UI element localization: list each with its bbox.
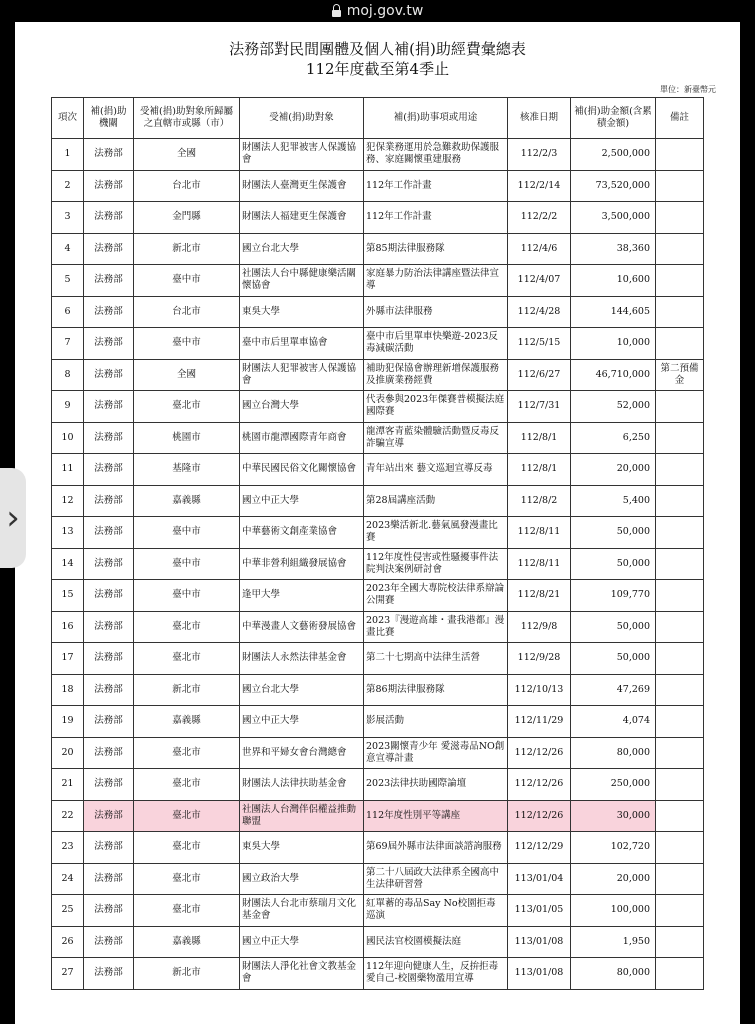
cell-purpose: 第69屆外縣市法律面談諮詢服務	[364, 832, 508, 864]
cell-recipient: 桃園市龍潭國際青年商會	[240, 422, 364, 454]
cell-date: 112/9/28	[508, 643, 571, 675]
cell-date: 113/01/04	[508, 863, 571, 895]
column-header: 核准日期	[508, 98, 571, 139]
cell-recipient: 財團法人台北市蔡瑞月文化基金會	[240, 895, 364, 927]
cell-date: 112/8/21	[508, 580, 571, 612]
table-row	[52, 926, 704, 958]
cell-purpose: 影展活動	[364, 706, 508, 738]
cell-purpose: 外縣市法律服務	[364, 296, 508, 328]
table-row	[52, 233, 704, 265]
cell-date: 112/8/11	[508, 548, 571, 580]
url-text: moj.gov.tw	[346, 3, 424, 19]
cell-date: 112/8/2	[508, 485, 571, 517]
cell-no: 19	[52, 706, 84, 738]
cell-amount: 50,000	[571, 548, 656, 580]
cell-date: 112/5/15	[508, 328, 571, 360]
cell-city: 金門縣	[134, 202, 240, 234]
cell-purpose: 2023關懷青少年 愛滋毒品NO創意宣導計畫	[364, 737, 508, 769]
cell-amount: 2,500,000	[571, 139, 656, 171]
cell-city: 基隆市	[134, 454, 240, 486]
cell-city: 台北市	[134, 296, 240, 328]
cell-no: 12	[52, 485, 84, 517]
cell-purpose: 第28屆講座活動	[364, 485, 508, 517]
cell-purpose: 112年工作計畫	[364, 202, 508, 234]
cell-agency: 法務部	[84, 265, 134, 297]
cell-date: 113/01/08	[508, 926, 571, 958]
cell-note	[656, 769, 704, 801]
cell-recipient: 國立中正大學	[240, 926, 364, 958]
cell-city: 台北市	[134, 170, 240, 202]
cell-amount: 38,360	[571, 233, 656, 265]
cell-city: 臺北市	[134, 611, 240, 643]
cell-agency: 法務部	[84, 958, 134, 990]
cell-amount: 144,605	[571, 296, 656, 328]
cell-note	[656, 233, 704, 265]
cell-amount: 10,000	[571, 328, 656, 360]
table-row	[52, 139, 704, 171]
table-row	[52, 170, 704, 202]
cell-amount: 73,520,000	[571, 170, 656, 202]
cell-no: 26	[52, 926, 84, 958]
cell-no: 6	[52, 296, 84, 328]
chevron-right-icon: ›	[6, 498, 20, 538]
cell-recipient: 臺中市后里單車協會	[240, 328, 364, 360]
cell-note	[656, 674, 704, 706]
cell-note	[656, 706, 704, 738]
cell-amount: 5,400	[571, 485, 656, 517]
table-row	[52, 706, 704, 738]
cell-agency: 法務部	[84, 233, 134, 265]
cell-city: 嘉義縣	[134, 485, 240, 517]
table-row	[52, 832, 704, 864]
cell-date: 112/12/26	[508, 800, 571, 832]
cell-amount: 20,000	[571, 454, 656, 486]
cell-recipient: 財團法人犯罪被害人保護協會	[240, 139, 364, 171]
cell-no: 3	[52, 202, 84, 234]
cell-date: 112/11/29	[508, 706, 571, 738]
cell-note	[656, 800, 704, 832]
cell-amount: 109,770	[571, 580, 656, 612]
cell-purpose: 2023樂活新北.藝氣風發漫畫比賽	[364, 517, 508, 549]
cell-no: 1	[52, 139, 84, 171]
cell-city: 臺中市	[134, 580, 240, 612]
table-row	[52, 769, 704, 801]
cell-purpose: 紅單蓄的毒品Say No校園拒毒巡演	[364, 895, 508, 927]
cell-purpose: 112年度性別平等講座	[364, 800, 508, 832]
cell-purpose: 臺中市后里單車快樂遊-2023反毒減碳活動	[364, 328, 508, 360]
cell-purpose: 國民法官校園模擬法庭	[364, 926, 508, 958]
cell-date: 113/01/08	[508, 958, 571, 990]
cell-date: 112/8/1	[508, 422, 571, 454]
document-subtitle: 112年度截至第4季止	[305, 60, 450, 78]
table-row	[52, 580, 704, 612]
cell-recipient: 中華民國民俗文化關懷協會	[240, 454, 364, 486]
table-row	[52, 391, 704, 423]
cell-city: 臺中市	[134, 517, 240, 549]
table-row	[52, 800, 704, 832]
cell-amount: 1,950	[571, 926, 656, 958]
cell-purpose: 112年工作計畫	[364, 170, 508, 202]
cell-agency: 法務部	[84, 296, 134, 328]
cell-amount: 100,000	[571, 895, 656, 927]
cell-no: 27	[52, 958, 84, 990]
cell-purpose: 青年站出來 藝文巡迴宣導反毒	[364, 454, 508, 486]
column-header: 補(捐)助機關	[84, 98, 134, 139]
cell-date: 112/2/2	[508, 202, 571, 234]
cell-recipient: 中華藝術文創產業協會	[240, 517, 364, 549]
cell-date: 112/7/31	[508, 391, 571, 423]
cell-no: 24	[52, 863, 84, 895]
cell-date: 112/8/1	[508, 454, 571, 486]
cell-purpose: 龍潭客青藍染體驗活動暨反毒反詐騙宣導	[364, 422, 508, 454]
cell-no: 8	[52, 359, 84, 391]
cell-amount: 46,710,000	[571, 359, 656, 391]
cell-city: 臺北市	[134, 800, 240, 832]
cell-purpose: 2023年全國大專院校法律系辯論公開賽	[364, 580, 508, 612]
cell-note	[656, 517, 704, 549]
cell-agency: 法務部	[84, 895, 134, 927]
cell-city: 桃園市	[134, 422, 240, 454]
cell-purpose: 112年迎向健康人生，反拚拒毒愛自己-校園藥物濫用宣導	[364, 958, 508, 990]
cell-recipient: 東吳大學	[240, 832, 364, 864]
cell-city: 臺中市	[134, 548, 240, 580]
cell-purpose: 112年度性侵害或性騷擾事件法院判決案例研討會	[364, 548, 508, 580]
cell-note	[656, 202, 704, 234]
cell-amount: 50,000	[571, 517, 656, 549]
cell-recipient: 東吳大學	[240, 296, 364, 328]
cell-city: 新北市	[134, 958, 240, 990]
cell-agency: 法務部	[84, 706, 134, 738]
cell-date: 113/01/05	[508, 895, 571, 927]
cell-agency: 法務部	[84, 328, 134, 360]
cell-city: 臺中市	[134, 328, 240, 360]
cell-recipient: 財團法人法律扶助基金會	[240, 769, 364, 801]
table-row	[52, 548, 704, 580]
cell-recipient: 國立台灣大學	[240, 391, 364, 423]
cell-note	[656, 485, 704, 517]
cell-agency: 法務部	[84, 454, 134, 486]
cell-recipient: 社團法人台中縣健康樂活關懷協會	[240, 265, 364, 297]
cell-agency: 法務部	[84, 800, 134, 832]
cell-date: 112/10/13	[508, 674, 571, 706]
cell-date: 112/12/26	[508, 769, 571, 801]
cell-no: 7	[52, 328, 84, 360]
cell-no: 23	[52, 832, 84, 864]
cell-note	[656, 422, 704, 454]
column-header: 補(捐)助金額(含累積金額)	[571, 98, 656, 139]
cell-recipient: 社團法人台灣伴侶權益推動聯盟	[240, 800, 364, 832]
cell-recipient: 中華非營利組織發展協會	[240, 548, 364, 580]
cell-date: 112/4/07	[508, 265, 571, 297]
cell-amount: 20,000	[571, 863, 656, 895]
cell-recipient: 財團法人福建更生保護會	[240, 202, 364, 234]
cell-amount: 4,074	[571, 706, 656, 738]
cell-note	[656, 611, 704, 643]
cell-city: 全國	[134, 139, 240, 171]
cell-agency: 法務部	[84, 643, 134, 675]
cell-recipient: 世界和平婦女會台灣總會	[240, 737, 364, 769]
cell-no: 18	[52, 674, 84, 706]
cell-purpose: 家庭暴力防治法律講座暨法律宣導	[364, 265, 508, 297]
cell-city: 臺北市	[134, 643, 240, 675]
cell-note: 第二預備金	[656, 359, 704, 391]
cell-note	[656, 391, 704, 423]
document-title: 法務部對民間團體及個人補(捐)助經費彙總表	[229, 40, 526, 58]
column-header: 受補(捐)助對象	[240, 98, 364, 139]
cell-amount: 30,000	[571, 800, 656, 832]
cell-recipient: 財團法人臺灣更生保護會	[240, 170, 364, 202]
cell-no: 17	[52, 643, 84, 675]
cell-recipient: 國立台北大學	[240, 233, 364, 265]
cell-agency: 法務部	[84, 170, 134, 202]
cell-amount: 80,000	[571, 737, 656, 769]
table-row	[52, 895, 704, 927]
cell-no: 14	[52, 548, 84, 580]
cell-agency: 法務部	[84, 485, 134, 517]
cell-purpose: 2023法律扶助國際論壇	[364, 769, 508, 801]
side-panel-tab[interactable]	[0, 468, 26, 568]
cell-purpose: 第86期法律服務隊	[364, 674, 508, 706]
lock-icon	[332, 10, 341, 17]
cell-city: 臺北市	[134, 832, 240, 864]
cell-date: 112/12/29	[508, 832, 571, 864]
cell-note	[656, 548, 704, 580]
cell-note	[656, 454, 704, 486]
cell-city: 全國	[134, 359, 240, 391]
cell-amount: 50,000	[571, 611, 656, 643]
column-header: 備註	[656, 98, 704, 139]
cell-agency: 法務部	[84, 769, 134, 801]
cell-note	[656, 265, 704, 297]
cell-date: 112/8/11	[508, 517, 571, 549]
cell-no: 11	[52, 454, 84, 486]
cell-recipient: 財團法人永然法律基金會	[240, 643, 364, 675]
cell-recipient: 逢甲大學	[240, 580, 364, 612]
cell-no: 16	[52, 611, 84, 643]
cell-date: 112/4/28	[508, 296, 571, 328]
cell-city: 臺北市	[134, 737, 240, 769]
cell-amount: 10,600	[571, 265, 656, 297]
cell-note	[656, 926, 704, 958]
cell-agency: 法務部	[84, 926, 134, 958]
cell-no: 15	[52, 580, 84, 612]
cell-amount: 3,500,000	[571, 202, 656, 234]
table-row	[52, 674, 704, 706]
cell-date: 112/2/14	[508, 170, 571, 202]
cell-amount: 250,000	[571, 769, 656, 801]
cell-city: 嘉義縣	[134, 926, 240, 958]
cell-note	[656, 580, 704, 612]
table-header-row	[52, 98, 704, 139]
table-row	[52, 359, 704, 391]
table-row	[52, 202, 704, 234]
cell-note	[656, 170, 704, 202]
cell-no: 4	[52, 233, 84, 265]
cell-no: 22	[52, 800, 84, 832]
cell-agency: 法務部	[84, 611, 134, 643]
cell-no: 20	[52, 737, 84, 769]
column-header: 受補(捐)助對象所歸屬之直轄市或縣（市）	[134, 98, 240, 139]
cell-city: 臺北市	[134, 391, 240, 423]
cell-note	[656, 958, 704, 990]
table-row	[52, 328, 704, 360]
cell-purpose: 第85期法律服務隊	[364, 233, 508, 265]
cell-date: 112/9/8	[508, 611, 571, 643]
cell-city: 新北市	[134, 674, 240, 706]
cell-date: 112/2/3	[508, 139, 571, 171]
cell-note	[656, 895, 704, 927]
table-row	[52, 611, 704, 643]
document-page	[15, 22, 740, 1024]
cell-note	[656, 832, 704, 864]
column-header: 項次	[52, 98, 84, 139]
cell-no: 5	[52, 265, 84, 297]
cell-city: 嘉義縣	[134, 706, 240, 738]
cell-agency: 法務部	[84, 580, 134, 612]
cell-agency: 法務部	[84, 422, 134, 454]
cell-agency: 法務部	[84, 391, 134, 423]
cell-date: 112/4/6	[508, 233, 571, 265]
cell-no: 10	[52, 422, 84, 454]
cell-agency: 法務部	[84, 674, 134, 706]
cell-agency: 法務部	[84, 517, 134, 549]
cell-note	[656, 863, 704, 895]
cell-no: 2	[52, 170, 84, 202]
table-row	[52, 485, 704, 517]
cell-note	[656, 737, 704, 769]
cell-recipient: 財團法人犯罪被害人保護協會	[240, 359, 364, 391]
browser-address-bar[interactable]	[0, 0, 755, 22]
cell-city: 臺北市	[134, 863, 240, 895]
cell-city: 臺北市	[134, 895, 240, 927]
table-row	[52, 265, 704, 297]
cell-recipient: 國立中正大學	[240, 706, 364, 738]
cell-no: 9	[52, 391, 84, 423]
cell-recipient: 國立中正大學	[240, 485, 364, 517]
unit-label: 單位：新臺幣元	[660, 85, 716, 94]
cell-agency: 法務部	[84, 863, 134, 895]
cell-agency: 法務部	[84, 548, 134, 580]
table-row	[52, 958, 704, 990]
cell-agency: 法務部	[84, 832, 134, 864]
cell-date: 112/12/26	[508, 737, 571, 769]
cell-purpose: 第二十七期高中法律生活營	[364, 643, 508, 675]
cell-no: 21	[52, 769, 84, 801]
cell-purpose: 2023『漫遊高雄・畫我港都』漫畫比賽	[364, 611, 508, 643]
cell-no: 25	[52, 895, 84, 927]
cell-purpose: 第二十八屆政大法律系全國高中生法律研習營	[364, 863, 508, 895]
cell-recipient: 中華漫畫人文藝術發展協會	[240, 611, 364, 643]
cell-no: 13	[52, 517, 84, 549]
cell-recipient: 財團法人淨化社會文教基金會	[240, 958, 364, 990]
table-row	[52, 296, 704, 328]
cell-amount: 6,250	[571, 422, 656, 454]
cell-note	[656, 296, 704, 328]
cell-city: 臺北市	[134, 769, 240, 801]
cell-recipient: 國立政治大學	[240, 863, 364, 895]
cell-note	[656, 643, 704, 675]
cell-amount: 47,269	[571, 674, 656, 706]
cell-agency: 法務部	[84, 737, 134, 769]
subsidy-table	[51, 97, 704, 990]
cell-purpose: 補助犯保協會辦理新增保護服務及推廣業務經費	[364, 359, 508, 391]
table-row	[52, 422, 704, 454]
cell-city: 新北市	[134, 233, 240, 265]
cell-city: 臺中市	[134, 265, 240, 297]
table-row	[52, 643, 704, 675]
table-row	[52, 517, 704, 549]
column-header: 補(捐)助事項或用途	[364, 98, 508, 139]
cell-amount: 52,000	[571, 391, 656, 423]
cell-date: 112/6/27	[508, 359, 571, 391]
cell-recipient: 國立台北大學	[240, 674, 364, 706]
cell-note	[656, 328, 704, 360]
table-row	[52, 454, 704, 486]
cell-amount: 102,720	[571, 832, 656, 864]
cell-note	[656, 139, 704, 171]
cell-agency: 法務部	[84, 139, 134, 171]
cell-purpose: 犯保業務運用於急難救助保護服務、家庭關懷重建服務	[364, 139, 508, 171]
cell-agency: 法務部	[84, 202, 134, 234]
table-row	[52, 863, 704, 895]
cell-purpose: 代表參與2023年傑賽普模擬法庭國際賽	[364, 391, 508, 423]
table-row	[52, 737, 704, 769]
cell-agency: 法務部	[84, 359, 134, 391]
cell-amount: 50,000	[571, 643, 656, 675]
cell-amount: 80,000	[571, 958, 656, 990]
